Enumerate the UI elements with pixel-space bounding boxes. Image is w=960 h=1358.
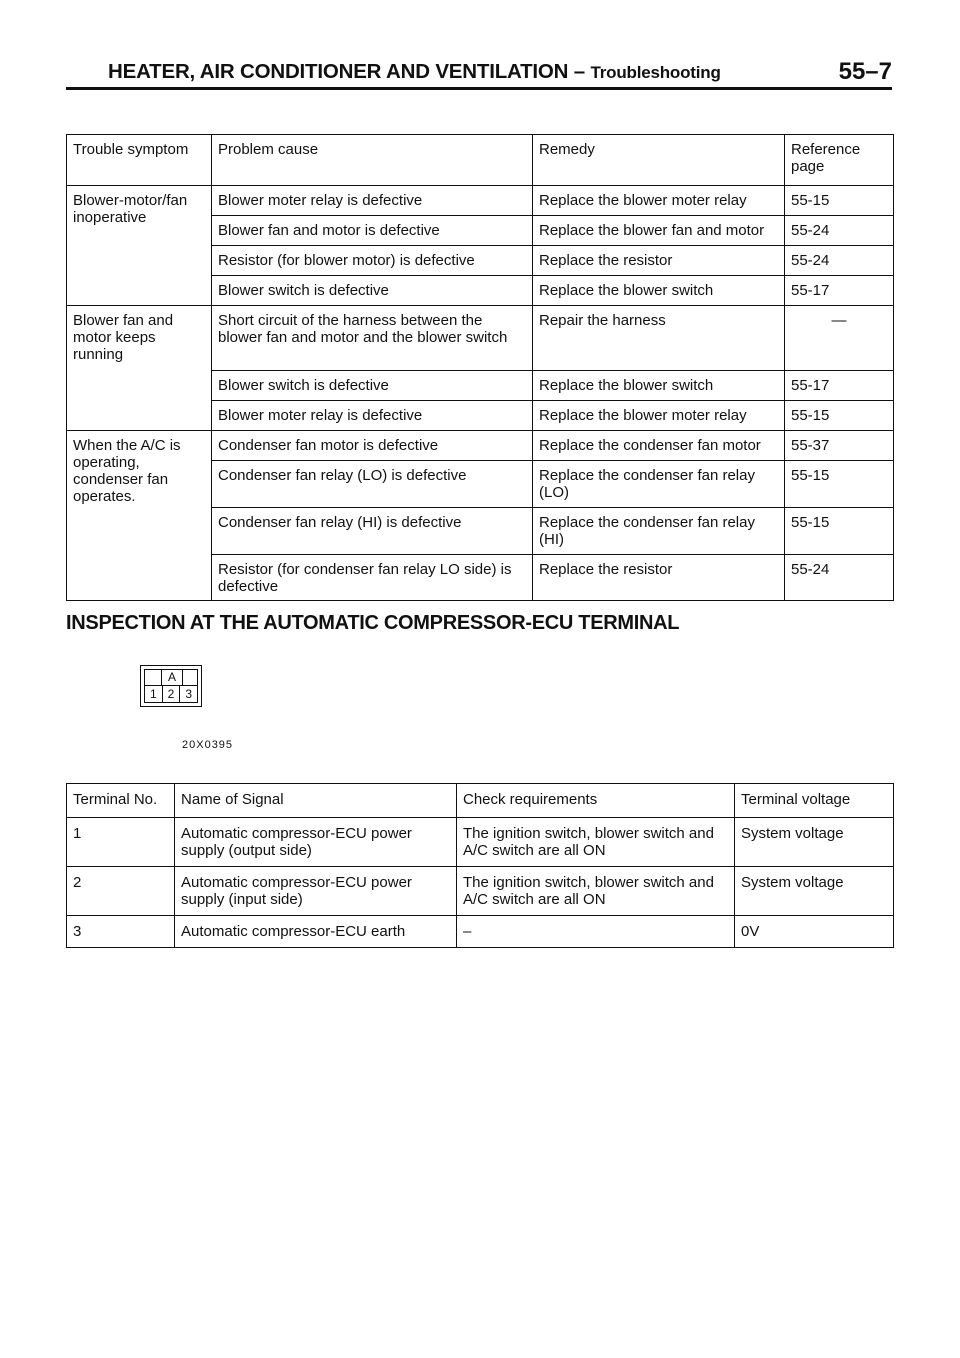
cause-cell: Resistor (for condenser fan relay LO side) is defective: [212, 555, 533, 601]
table-row: [67, 818, 894, 867]
cause-cell: Blower switch is defective: [212, 371, 533, 401]
signal-cell: Automatic compressor-ECU earth: [175, 916, 457, 948]
terminal-no-cell: 1: [67, 818, 175, 867]
page-header: [66, 58, 892, 90]
voltage-cell: 0V: [735, 916, 894, 948]
table-header-row: [67, 784, 894, 818]
remedy-cell: Replace the resistor: [533, 246, 785, 276]
check-cell: The ignition switch, blower switch and A/C switch are all ON: [457, 818, 735, 867]
signal-cell: Automatic compressor-ECU power supply (output side): [175, 818, 457, 867]
remedy-cell: Replace the blower moter relay: [533, 186, 785, 216]
header-title: HEATER, AIR CONDITIONER AND VENTILATION: [108, 60, 569, 83]
header-cell-terminal-no: Terminal No.: [67, 784, 175, 818]
table-row: [67, 306, 894, 371]
remedy-cell: Replace the condenser fan relay (HI): [533, 508, 785, 555]
header-cell-symptom: Trouble symptom: [67, 135, 212, 186]
check-cell: –: [457, 916, 735, 948]
section-heading: INSPECTION AT THE AUTOMATIC COMPRESSOR-ECU TERMINAL: [66, 612, 680, 634]
header-cell-remedy: Remedy: [533, 135, 785, 186]
cause-cell: Condenser fan relay (HI) is defective: [212, 508, 533, 555]
symptom-cell: When the A/C is operating, condenser fan operates.: [67, 431, 212, 601]
reference-cell: 55-15: [785, 508, 894, 555]
connector-pin: 3: [179, 686, 197, 702]
signal-cell: Automatic compressor-ECU power supply (input side): [175, 867, 457, 916]
reference-cell: 55-24: [785, 555, 894, 601]
remedy-cell: Replace the resistor: [533, 555, 785, 601]
connector-diagram: [140, 665, 202, 707]
remedy-cell: Replace the blower fan and motor: [533, 216, 785, 246]
cause-cell: Blower switch is defective: [212, 276, 533, 306]
reference-cell: —: [785, 306, 894, 371]
reference-cell: 55-15: [785, 461, 894, 508]
reference-cell: 55-15: [785, 186, 894, 216]
table-row: [67, 867, 894, 916]
reference-cell: 55-15: [785, 401, 894, 431]
reference-cell: 55-24: [785, 246, 894, 276]
header-cell-check: Check requirements: [457, 784, 735, 818]
trouble-table: [66, 134, 894, 601]
reference-cell: 55-37: [785, 431, 894, 461]
header-cell-signal: Name of Signal: [175, 784, 457, 818]
reference-cell: 55-17: [785, 276, 894, 306]
header-cell-cause: Problem cause: [212, 135, 533, 186]
page-number: 55–7: [838, 58, 892, 85]
figure-id: 20X0395: [182, 739, 234, 751]
check-cell: The ignition switch, blower switch and A/C switch are all ON: [457, 867, 735, 916]
connector-pin: 2: [162, 686, 180, 702]
symptom-cell: Blower fan and motor keeps running: [67, 306, 212, 431]
cause-cell: Resistor (for blower motor) is defective: [212, 246, 533, 276]
terminal-no-cell: 2: [67, 867, 175, 916]
cause-cell: Blower moter relay is defective: [212, 401, 533, 431]
cause-cell: Condenser fan relay (LO) is defective: [212, 461, 533, 508]
cause-cell: Short circuit of the harness between the blower fan and motor and the blower switch: [212, 306, 533, 371]
connector-label: A: [161, 670, 183, 685]
remedy-cell: Replace the blower switch: [533, 371, 785, 401]
terminal-table: [66, 783, 894, 948]
table-header-row: [67, 135, 894, 186]
cause-cell: Blower fan and motor is defective: [212, 216, 533, 246]
connector-pins: [145, 685, 197, 702]
remedy-cell: Replace the condenser fan motor: [533, 431, 785, 461]
cause-cell: Blower moter relay is defective: [212, 186, 533, 216]
reference-cell: 55-17: [785, 371, 894, 401]
remedy-cell: Replace the condenser fan relay (LO): [533, 461, 785, 508]
page-title: [108, 60, 721, 84]
connector-pin: 1: [149, 687, 157, 701]
header-cell-voltage: Terminal voltage: [735, 784, 894, 818]
remedy-cell: Replace the blower switch: [533, 276, 785, 306]
header-cell-reference: Reference page: [785, 135, 894, 186]
reference-cell: 55-24: [785, 216, 894, 246]
header-rule: [66, 87, 892, 90]
remedy-cell: Replace the blower moter relay: [533, 401, 785, 431]
table-row: [67, 916, 894, 948]
cause-cell: Condenser fan motor is defective: [212, 431, 533, 461]
table-row: [67, 186, 894, 216]
voltage-cell: System voltage: [735, 867, 894, 916]
remedy-cell: Repair the harness: [533, 306, 785, 371]
terminal-no-cell: 3: [67, 916, 175, 948]
header-subtitle: Troubleshooting: [590, 63, 721, 82]
connector-body: [144, 669, 198, 703]
voltage-cell: System voltage: [735, 818, 894, 867]
table-row: [67, 431, 894, 461]
header-separator: –: [573, 60, 585, 83]
symptom-cell: Blower-motor/fan inoperative: [67, 186, 212, 306]
